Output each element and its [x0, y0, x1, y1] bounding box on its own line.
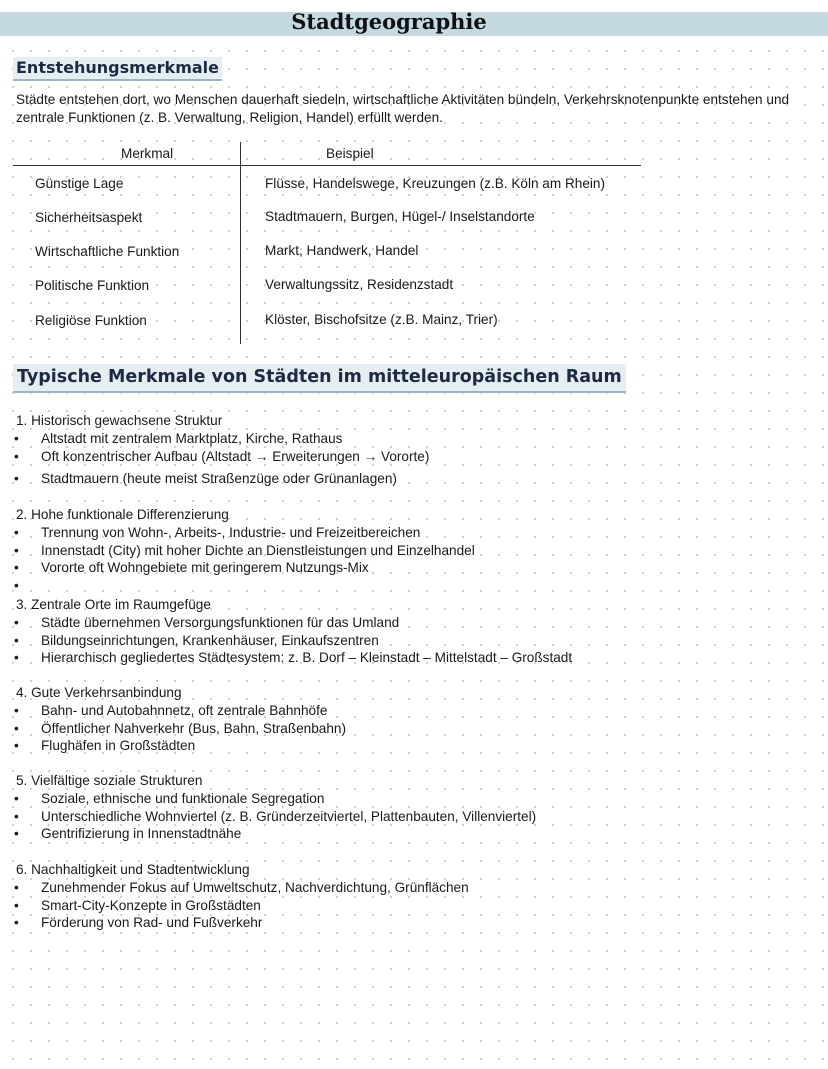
list-item [16, 542, 475, 560]
bullet-icon: • [14, 577, 19, 593]
list-item-text: Innenstadt (City) mit hoher Dichte an Dienstleistungen und Einzelhandel [41, 542, 475, 558]
list-item [16, 470, 429, 488]
list-item [16, 879, 469, 897]
table-cell-beispiel: Stadtmauern, Burgen, Hügel-/ Inselstandorte [265, 209, 535, 224]
table-cell-merkmal: Politische Funktion [35, 278, 150, 293]
table-cell-merkmal: Günstige Lage [35, 176, 124, 191]
group-title: 5. Vielfältige soziale Strukturen [16, 773, 203, 788]
merkmal-group [16, 772, 536, 843]
table-column-divider [240, 142, 241, 344]
bullet-icon: • [14, 915, 19, 931]
list-item-text: Smart-City-Konzepte in Großstädten [41, 897, 261, 913]
list-item [16, 897, 469, 915]
list-item-text: Förderung von Rad- und Fußverkehr [41, 915, 263, 931]
list-item [16, 790, 536, 808]
bullet-icon: • [14, 880, 19, 895]
list-item-text: Vororte oft Wohngebiete mit geringerem Nutzungs-Mix [41, 560, 369, 576]
bullet-icon: • [14, 703, 19, 718]
list-item-text: Zunehmender Fokus auf Umweltschutz, Nachverdichtung, Grünflächen [41, 880, 469, 895]
list-item [16, 737, 346, 755]
merkmale-table [13, 142, 643, 346]
bullet-icon: • [14, 650, 19, 666]
list-item [16, 559, 475, 577]
bullet-icon: • [14, 738, 19, 754]
section-heading-entstehungsmerkmale: Entstehungsmerkmale [13, 57, 222, 81]
table-header-merkmal: Merkmal [121, 146, 174, 161]
group-title: 1. Historisch gewachsene Struktur [16, 413, 223, 428]
list-item-text: Bahn- und Autobahnnetz, oft zentrale Bahnhöfe [41, 703, 328, 718]
list-item-text: Stadtmauern (heute meist Straßenzüge oder Grünanlagen) [41, 471, 397, 487]
list-item-text: Bildungseinrichtungen, Krankenhäuser, Einkaufszentren [41, 632, 379, 648]
list-item [16, 914, 469, 932]
table-header-divider [13, 165, 641, 166]
list-item-text: Gentrifizierung in Innenstadtnähe [41, 826, 242, 842]
merkmal-group [16, 596, 572, 667]
table-cell-merkmal: Religiöse Funktion [35, 313, 147, 328]
list-item-text: Trennung von Wohn-, Arbeits-, Industrie- und Freizeitbereichen [41, 525, 421, 540]
bullet-icon: • [14, 897, 19, 913]
list-item-text: Städte übernehmen Versorgungsfunktionen für das Umland [41, 615, 400, 630]
list-item [16, 632, 572, 650]
bullet-icon: • [14, 720, 19, 736]
merkmal-group [16, 684, 346, 755]
list-item-text: Soziale, ethnische und funktionale Segregation [41, 791, 325, 806]
page-title: Stadtgeographie [291, 9, 487, 34]
table-cell-merkmal: Sicherheitsaspekt [35, 210, 143, 225]
bullet-icon: • [14, 791, 19, 806]
list-item-text: Öffentlicher Nahverkehr (Bus, Bahn, Straßenbahn) [41, 720, 347, 736]
list-item-text: Altstadt mit zentralem Marktplatz, Kirche, Rathaus [41, 431, 343, 446]
table-header-beispiel: Beispiel [326, 146, 374, 161]
merkmal-group [16, 506, 475, 594]
list-item [16, 430, 429, 448]
list-item [16, 448, 429, 466]
group-title: 4. Gute Verkehrsanbindung [16, 685, 182, 700]
list-item [16, 577, 475, 595]
list-item [16, 808, 536, 826]
table-cell-merkmal: Wirtschaftliche Funktion [35, 244, 180, 259]
group-title: 3. Zentrale Orte im Raumgefüge [16, 597, 211, 612]
table-cell-beispiel: Flüsse, Handelswege, Kreuzungen (z.B. Köln am Rhein) [265, 176, 606, 191]
list-item-text: Hierarchisch gegliedertes Städtesystem: z. B. Dorf – Kleinstadt – Mittelstadt – Großstadt [41, 650, 573, 666]
list-item [16, 702, 346, 720]
list-item [16, 524, 475, 542]
list-item [16, 825, 536, 843]
bullet-icon: • [14, 808, 19, 824]
bullet-icon: • [14, 471, 19, 487]
list-item-text: Oft konzentrischer Aufbau (Altstadt → Erweiterungen → Vororte) [41, 448, 430, 464]
table-cell-beispiel: Klöster, Bischofsitze (z.B. Mainz, Trier) [265, 312, 498, 327]
bullet-icon: • [14, 560, 19, 576]
bullet-icon: • [14, 632, 19, 648]
list-item [16, 614, 572, 632]
bullet-icon: • [14, 431, 19, 446]
merkmal-group [16, 412, 429, 488]
merkmal-group [16, 861, 469, 932]
section-heading-typische-merkmale: Typische Merkmale von Städten im mitteleuropäischen Raum [13, 364, 626, 393]
table-cell-beispiel: Verwaltungssitz, Residenzstadt [265, 277, 454, 292]
list-item [16, 720, 346, 738]
intro-paragraph: Städte entstehen dort, wo Menschen dauerhaft siedeln, wirtschaftliche Aktivitäten bündeln, Verkehrsknotenpunkte entstehen und zentrale Funktionen (z. B. Verwaltung, Religion, Handel) erfüllt werden. [16, 92, 790, 125]
table-cell-beispiel: Markt, Handwerk, Handel [265, 243, 419, 258]
group-title: 2. Hohe funktionale Differenzierung [16, 507, 229, 522]
bullet-icon: • [14, 448, 19, 464]
list-item-text: Flughäfen in Großstädten [41, 738, 196, 754]
bullet-icon: • [14, 615, 19, 630]
group-title: 6. Nachhaltigkeit und Stadtentwicklung [16, 862, 250, 877]
bullet-icon: • [14, 542, 19, 558]
bullet-icon: • [14, 525, 19, 540]
list-item [16, 649, 572, 667]
list-item-text: Unterschiedliche Wohnviertel (z. B. Gründerzeitviertel, Plattenbauten, Villenviertel) [41, 808, 537, 824]
bullet-icon: • [14, 826, 19, 842]
